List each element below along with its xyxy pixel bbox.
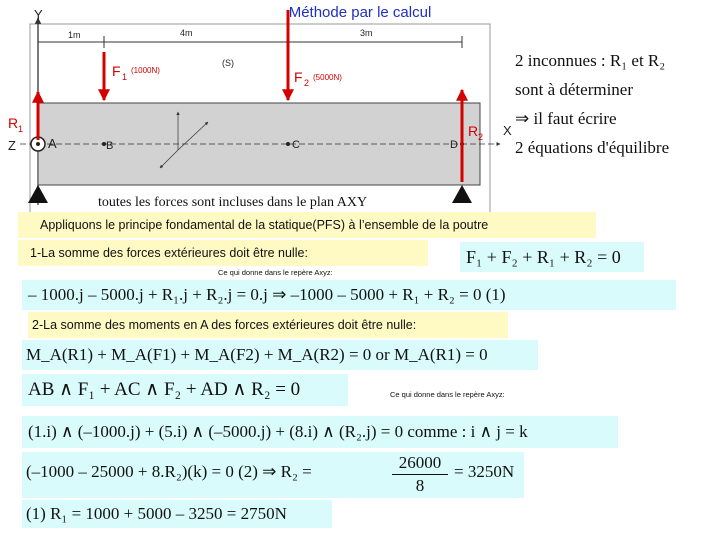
force-f2-value: (5000N) bbox=[313, 73, 342, 82]
axis-y-label: Y bbox=[34, 7, 43, 22]
solve-right: = 3250N bbox=[454, 462, 515, 481]
repere-note-1: Ce qui donne dans le repère Axyz: bbox=[218, 268, 333, 277]
dim-3-label: 3m bbox=[360, 28, 373, 38]
solve-denominator: 8 bbox=[415, 476, 425, 495]
reaction-r1-sub: 1 bbox=[18, 124, 24, 134]
final-equation: (1) R₁ = 1000 + 5000 – 3250 = 2750N bbox=[22, 500, 332, 528]
note-line-4: 2 équations d'équilibre bbox=[515, 138, 670, 157]
axis-x-label: X bbox=[503, 123, 512, 138]
solve-left: (–1000 – 25000 + 8.R₂)(k) = 0 (2) ⇒ R₂ = bbox=[26, 462, 312, 481]
unknowns-note bbox=[515, 46, 669, 162]
solve-equation bbox=[22, 452, 524, 498]
beam-label: (S) bbox=[222, 58, 234, 68]
force-projection-equation: – 1000.j – 5000.j + R₁.j + R₂.j = 0.j ⇒ –1000 – 5000 + R₁ + R₂ = 0 (1) bbox=[22, 280, 676, 310]
axis-z-label: Z bbox=[8, 138, 16, 153]
vector-equation: (1.i) ∧ (–1000.j) + (5.i) ∧ (–5000.j) + (8.i) ∧ (R₂.j) = 0 comme : i ∧ j = k bbox=[22, 416, 618, 448]
diagram-caption: toutes les forces sont incluses dans le plan AXY bbox=[98, 195, 368, 210]
force-sum-equation: F₁ + F₂ + R₁ + R₂ = 0 bbox=[460, 242, 644, 272]
page-title: Méthode par le calcul bbox=[288, 4, 432, 21]
moment-sum-equation: M_A(R1) + M_A(F1) + M_A(F2) + M_A(R2) = 0 or M_A(R1) = 0 bbox=[22, 340, 538, 370]
point-d-label: D bbox=[450, 139, 458, 151]
solve-numerator: 26000 bbox=[392, 452, 448, 475]
point-c-label: C bbox=[292, 139, 300, 151]
force-f1-value: (1000N) bbox=[131, 66, 160, 75]
support-right bbox=[452, 185, 472, 203]
reaction-r2-label: R bbox=[468, 123, 479, 139]
note-line-1: 2 inconnues : R₁ et R₂ bbox=[515, 51, 666, 70]
force-f2-sub: 2 bbox=[304, 78, 310, 88]
note-line-2: sont à déterminer bbox=[515, 80, 634, 99]
reaction-r1-label: R bbox=[8, 115, 19, 131]
force-f1-label: F bbox=[112, 63, 121, 79]
pfs-heading: Appliquons le principe fondamental de la statique(PFS) à l’ensemble de la poutre bbox=[18, 212, 596, 238]
step-1-label: 1-La somme des forces extérieures doit être nulle: bbox=[18, 240, 428, 266]
dim-2-label: 4m bbox=[180, 28, 193, 38]
cross-product-equation: AB ∧ F₁ + AC ∧ F₂ + AD ∧ R₂ = 0 bbox=[22, 374, 348, 406]
dim-1-label: 1m bbox=[68, 30, 81, 40]
reaction-r2-sub: 2 bbox=[478, 132, 484, 142]
force-f1-sub: 1 bbox=[122, 72, 128, 82]
step-2-label: 2-La somme des moments en A des forces extérieures doit être nulle: bbox=[28, 312, 508, 338]
support-left bbox=[28, 185, 48, 203]
note-line-3: ⇒ il faut écrire bbox=[515, 109, 617, 128]
force-f2-label: F bbox=[294, 69, 303, 85]
repere-note-2: Ce qui donne dans le repère Axyz: bbox=[390, 390, 505, 399]
point-b-label: B bbox=[106, 140, 114, 152]
point-a-label: A bbox=[48, 136, 57, 151]
point-c-marker bbox=[286, 142, 290, 146]
